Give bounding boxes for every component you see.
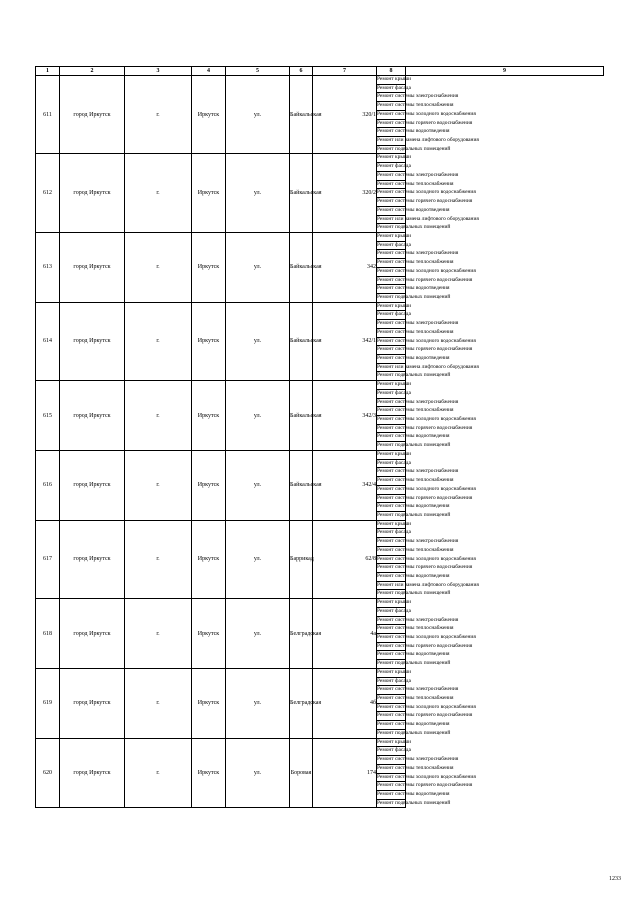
settlement-name: Иркутск bbox=[192, 302, 226, 380]
column-header: 8 bbox=[377, 67, 406, 76]
street-name: Байкальская bbox=[290, 450, 313, 520]
work-item: Ремонт системы водоотведения bbox=[377, 128, 406, 137]
table-row bbox=[36, 381, 604, 390]
table-body bbox=[36, 76, 604, 808]
house-number: 342/4 bbox=[313, 450, 377, 520]
work-item: Ремонт системы водоотведения bbox=[377, 572, 406, 581]
work-item: Ремонт крыши bbox=[377, 154, 406, 163]
street-name: Байкальская bbox=[290, 154, 313, 232]
work-item: Ремонт системы холодного водоснабжения bbox=[377, 485, 406, 494]
row-number: 615 bbox=[36, 381, 60, 451]
municipality: город Иркутск bbox=[60, 381, 125, 451]
work-item: Ремонт крыши bbox=[377, 381, 406, 390]
table-row bbox=[36, 76, 604, 85]
settlement-type: г. bbox=[125, 232, 192, 302]
settlement-type: г. bbox=[125, 154, 192, 232]
work-item: Ремонт системы холодного водоснабжения bbox=[377, 416, 406, 425]
settlement-type: г. bbox=[125, 738, 192, 808]
municipality: город Иркутск bbox=[60, 599, 125, 669]
settlement-type: г. bbox=[125, 381, 192, 451]
table-row bbox=[36, 154, 604, 163]
work-item: Ремонт системы электроснабжения bbox=[377, 93, 406, 102]
settlement-type: г. bbox=[125, 450, 192, 520]
house-number: 4б bbox=[313, 668, 377, 738]
street-name: Байкальская bbox=[290, 381, 313, 451]
work-item: Ремонт системы теплоснабжения bbox=[377, 625, 406, 634]
work-item: Ремонт системы водоотведения bbox=[377, 790, 406, 799]
work-item: Ремонт системы горячего водоснабжения bbox=[377, 424, 406, 433]
row-number: 613 bbox=[36, 232, 60, 302]
work-item: Ремонт системы теплоснабжения bbox=[377, 764, 406, 773]
work-item: Ремонт системы холодного водоснабжения bbox=[377, 555, 406, 564]
street-type: ул. bbox=[226, 450, 290, 520]
settlement-name: Иркутск bbox=[192, 738, 226, 808]
work-item: Ремонт системы теплоснабжения bbox=[377, 546, 406, 555]
work-item: Ремонт фасада bbox=[377, 459, 406, 468]
work-item: Ремонт системы водоотведения bbox=[377, 433, 406, 442]
work-item: Ремонт фасада bbox=[377, 311, 406, 320]
work-item: Ремонт фасада bbox=[377, 241, 406, 250]
settlement-type: г. bbox=[125, 599, 192, 669]
work-item: Ремонт системы электроснабжения bbox=[377, 538, 406, 547]
work-item: Ремонт системы теплоснабжения bbox=[377, 328, 406, 337]
work-item: Ремонт системы горячего водоснабжения bbox=[377, 198, 406, 207]
work-item: Ремонт системы горячего водоснабжения bbox=[377, 346, 406, 355]
work-item: Ремонт системы электроснабжения bbox=[377, 616, 406, 625]
street-type: ул. bbox=[226, 302, 290, 380]
work-item: Ремонт системы водоотведения bbox=[377, 721, 406, 730]
settlement-name: Иркутск bbox=[192, 520, 226, 598]
work-item: Ремонт системы теплоснабжения bbox=[377, 695, 406, 704]
row-number: 611 bbox=[36, 76, 60, 154]
house-number: 320/1 bbox=[313, 76, 377, 154]
work-item: Ремонт крыши bbox=[377, 450, 406, 459]
street-type: ул. bbox=[226, 154, 290, 232]
work-item: Ремонт системы горячего водоснабжения bbox=[377, 564, 406, 573]
work-item: Ремонт или замена лифтового оборудования bbox=[377, 137, 406, 146]
settlement-type: г. bbox=[125, 520, 192, 598]
table-row bbox=[36, 450, 604, 459]
work-item: Ремонт подвальных помещений bbox=[377, 590, 406, 599]
street-type: ул. bbox=[226, 76, 290, 154]
house-number: 4а bbox=[313, 599, 377, 669]
work-item: Ремонт фасада bbox=[377, 163, 406, 172]
house-number: 62/8 bbox=[313, 520, 377, 598]
municipality: город Иркутск bbox=[60, 738, 125, 808]
street-type: ул. bbox=[226, 668, 290, 738]
column-header: 1 bbox=[36, 67, 60, 76]
table-row bbox=[36, 520, 604, 529]
work-item: Ремонт системы теплоснабжения bbox=[377, 477, 406, 486]
settlement-name: Иркутск bbox=[192, 76, 226, 154]
work-item: Ремонт или замена лифтового оборудования bbox=[377, 215, 406, 224]
street-type: ул. bbox=[226, 599, 290, 669]
work-item: Ремонт системы холодного водоснабжения bbox=[377, 267, 406, 276]
work-item: Ремонт системы водоотведения bbox=[377, 206, 406, 215]
row-number: 616 bbox=[36, 450, 60, 520]
municipality: город Иркутск bbox=[60, 520, 125, 598]
work-item: Ремонт системы холодного водоснабжения bbox=[377, 703, 406, 712]
work-item: Ремонт фасада bbox=[377, 84, 406, 93]
work-item: Ремонт или замена лифтового оборудования bbox=[377, 581, 406, 590]
work-item: Ремонт фасада bbox=[377, 677, 406, 686]
work-item: Ремонт подвальных помещений bbox=[377, 729, 406, 738]
work-item: Ремонт подвальных помещений bbox=[377, 293, 406, 302]
register-table bbox=[35, 66, 604, 808]
work-item: Ремонт системы холодного водоснабжения bbox=[377, 337, 406, 346]
municipality: город Иркутск bbox=[60, 302, 125, 380]
work-item: Ремонт крыши bbox=[377, 76, 406, 85]
work-item: Ремонт системы холодного водоснабжения bbox=[377, 773, 406, 782]
settlement-name: Иркутск bbox=[192, 450, 226, 520]
work-item: Ремонт крыши bbox=[377, 668, 406, 677]
house-number: 174 bbox=[313, 738, 377, 808]
page-number: 1233 bbox=[609, 876, 621, 882]
work-item: Ремонт системы водоотведения bbox=[377, 503, 406, 512]
work-item: Ремонт системы водоотведения bbox=[377, 355, 406, 364]
street-name: Байкальская bbox=[290, 76, 313, 154]
work-item: Ремонт крыши bbox=[377, 302, 406, 311]
work-item: Ремонт системы холодного водоснабжения bbox=[377, 634, 406, 643]
work-item: Ремонт фасада bbox=[377, 747, 406, 756]
work-item: Ремонт системы теплоснабжения bbox=[377, 102, 406, 111]
house-number: 342/1 bbox=[313, 302, 377, 380]
work-item: Ремонт подвальных помещений bbox=[377, 799, 406, 808]
work-item: Ремонт системы электроснабжения bbox=[377, 398, 406, 407]
municipality: город Иркутск bbox=[60, 154, 125, 232]
work-item: Ремонт крыши bbox=[377, 599, 406, 608]
work-item: Ремонт системы электроснабжения bbox=[377, 686, 406, 695]
settlement-name: Иркутск bbox=[192, 232, 226, 302]
street-name: Белградская bbox=[290, 599, 313, 669]
municipality: город Иркутск bbox=[60, 450, 125, 520]
street-type: ул. bbox=[226, 232, 290, 302]
work-item: Ремонт системы электроснабжения bbox=[377, 468, 406, 477]
row-number: 617 bbox=[36, 520, 60, 598]
row-number: 620 bbox=[36, 738, 60, 808]
work-item: Ремонт или замена лифтового оборудования bbox=[377, 363, 406, 372]
street-type: ул. bbox=[226, 738, 290, 808]
column-header: 4 bbox=[192, 67, 226, 76]
table-row bbox=[36, 738, 604, 747]
house-number: 320/2 bbox=[313, 154, 377, 232]
settlement-type: г. bbox=[125, 668, 192, 738]
table-row bbox=[36, 302, 604, 311]
work-item: Ремонт системы холодного водоснабжения bbox=[377, 110, 406, 119]
work-item: Ремонт системы электроснабжения bbox=[377, 171, 406, 180]
work-item: Ремонт системы горячего водоснабжения bbox=[377, 712, 406, 721]
work-item: Ремонт системы электроснабжения bbox=[377, 250, 406, 259]
street-name: Баррикад bbox=[290, 520, 313, 598]
house-number: 342 bbox=[313, 232, 377, 302]
street-name: Байкальская bbox=[290, 302, 313, 380]
work-item: Ремонт системы электроснабжения bbox=[377, 756, 406, 765]
column-header: 7 bbox=[313, 67, 377, 76]
street-name: Боровая bbox=[290, 738, 313, 808]
row-number: 612 bbox=[36, 154, 60, 232]
work-item: Ремонт системы горячего водоснабжения bbox=[377, 119, 406, 128]
municipality: город Иркутск bbox=[60, 668, 125, 738]
column-header: 2 bbox=[60, 67, 125, 76]
work-item: Ремонт системы холодного водоснабжения bbox=[377, 189, 406, 198]
table-row bbox=[36, 232, 604, 241]
street-type: ул. bbox=[226, 381, 290, 451]
work-item: Ремонт подвальных помещений bbox=[377, 442, 406, 451]
work-item: Ремонт подвальных помещений bbox=[377, 372, 406, 381]
work-item: Ремонт фасада bbox=[377, 529, 406, 538]
work-item: Ремонт крыши bbox=[377, 738, 406, 747]
work-item: Ремонт системы водоотведения bbox=[377, 285, 406, 294]
work-item: Ремонт системы горячего водоснабжения bbox=[377, 782, 406, 791]
column-header: 3 bbox=[125, 67, 192, 76]
municipality: город Иркутск bbox=[60, 232, 125, 302]
table-row bbox=[36, 668, 604, 677]
settlement-name: Иркутск bbox=[192, 599, 226, 669]
work-item: Ремонт подвальных помещений bbox=[377, 224, 406, 233]
row-number: 618 bbox=[36, 599, 60, 669]
street-name: Байкальская bbox=[290, 232, 313, 302]
work-item: Ремонт подвальных помещений bbox=[377, 511, 406, 520]
settlement-name: Иркутск bbox=[192, 154, 226, 232]
work-item: Ремонт системы горячего водоснабжения bbox=[377, 494, 406, 503]
work-item: Ремонт крыши bbox=[377, 232, 406, 241]
work-item: Ремонт подвальных помещений bbox=[377, 145, 406, 154]
work-item: Ремонт системы теплоснабжения bbox=[377, 407, 406, 416]
settlement-type: г. bbox=[125, 302, 192, 380]
work-item: Ремонт системы теплоснабжения bbox=[377, 259, 406, 268]
work-item: Ремонт системы теплоснабжения bbox=[377, 180, 406, 189]
settlement-name: Иркутск bbox=[192, 668, 226, 738]
column-header: 9 bbox=[406, 67, 604, 76]
house-number: 342/3 bbox=[313, 381, 377, 451]
settlement-type: г. bbox=[125, 76, 192, 154]
row-number: 614 bbox=[36, 302, 60, 380]
header-row bbox=[36, 67, 604, 76]
street-name: Белградская bbox=[290, 668, 313, 738]
work-item: Ремонт фасада bbox=[377, 607, 406, 616]
column-header: 5 bbox=[226, 67, 290, 76]
work-item: Ремонт крыши bbox=[377, 520, 406, 529]
work-item: Ремонт системы горячего водоснабжения bbox=[377, 642, 406, 651]
row-number: 619 bbox=[36, 668, 60, 738]
work-item: Ремонт подвальных помещений bbox=[377, 660, 406, 669]
settlement-name: Иркутск bbox=[192, 381, 226, 451]
column-header: 6 bbox=[290, 67, 313, 76]
work-item: Ремонт фасада bbox=[377, 389, 406, 398]
municipality: город Иркутск bbox=[60, 76, 125, 154]
street-type: ул. bbox=[226, 520, 290, 598]
work-item: Ремонт системы горячего водоснабжения bbox=[377, 276, 406, 285]
table-row bbox=[36, 599, 604, 608]
work-item: Ремонт системы водоотведения bbox=[377, 651, 406, 660]
work-item: Ремонт системы электроснабжения bbox=[377, 320, 406, 329]
